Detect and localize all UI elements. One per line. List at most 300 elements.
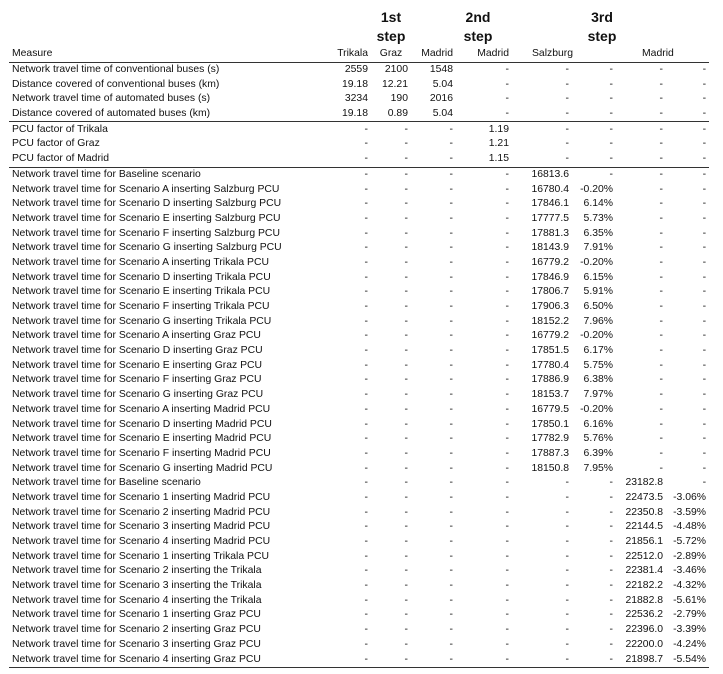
row-label: Network travel time for Scenario 2 inserting Madrid PCU [12,506,271,518]
cell-value: -3.39% [673,624,707,636]
cell-value: - [565,550,569,562]
cell-value: 1548 [429,64,453,76]
row-label: Network travel time for Scenario A inserting Salzburg PCU [12,183,280,195]
cell-value: - [505,462,509,474]
table-row [9,314,709,329]
cell-value: - [702,153,707,165]
cell-value: - [364,506,368,518]
row-label: Network travel time for Scenario D inserting Madrid PCU [12,418,272,430]
cell-value: - [565,609,569,621]
table-row [9,122,709,137]
row-label: Network travel time for Scenario D inserting Salzburg PCU [12,198,282,210]
cell-value: -2.89% [673,550,707,562]
cell-value: - [364,330,368,342]
cell-value: - [404,227,408,239]
cell-value: - [456,167,512,182]
cell-value: - [449,138,453,150]
cell-value: 6.35% [583,227,614,239]
cell-value: - [505,212,509,224]
row-label: Network travel time for Baseline scenario [12,477,201,489]
cell-value: - [702,183,707,195]
cell-value: - [449,271,453,283]
cell-value: - [404,389,408,401]
cell-value: - [449,227,453,239]
cell-value: - [364,301,368,313]
cell-value: - [505,491,509,503]
cell-value: - [505,108,509,120]
cell-value: - [411,167,456,182]
cell-value: - [659,462,664,474]
cell-value: - [702,374,707,386]
cell-value: - [505,550,509,562]
cell-value: - [702,198,707,210]
row-label: Distance covered of conventional buses (km) [12,78,220,90]
row-label: Network travel time for Scenario A inserting Graz PCU [12,330,261,342]
cell-value: - [659,433,664,445]
table-row [9,505,709,520]
cell-value: - [404,638,408,650]
cell-value: -0.20% [580,403,614,415]
table-row [9,285,709,300]
cell-value: - [505,330,509,342]
cell-value: - [565,138,569,150]
cell-value: - [505,536,509,548]
cell-value: - [702,403,707,415]
cell-value: -5.54% [666,652,709,667]
cell-value: - [449,315,453,327]
cell-value: 17782.9 [531,433,569,445]
cell-value: - [609,638,614,650]
cell-value: - [659,315,664,327]
cell-value: 22396.0 [625,624,664,636]
cell-value: 21882.8 [625,594,664,606]
cell-value: - [702,447,707,459]
table-row [9,107,709,122]
cell-value: - [666,167,709,182]
cell-value: - [505,374,509,386]
cell-value: -2.79% [673,609,707,621]
row-label: Network travel time of conventional buses (s) [12,64,220,76]
cell-value: - [404,359,408,371]
cell-value: 5.04 [432,108,453,120]
row-label: Network travel time for Scenario 2 inserting Graz PCU [12,624,261,636]
row-label: Network travel time for Scenario G inserting Madrid PCU [12,462,273,474]
cell-value: - [404,198,408,210]
cell-value: -0.20% [580,256,614,268]
cell-value: 17846.9 [531,271,569,283]
table-row [9,652,709,667]
cell-value: - [702,286,707,298]
cell-value: - [449,345,453,357]
cell-value: 6.38% [583,374,614,386]
cell-value: 16779.5 [531,403,569,415]
table-row [9,476,709,491]
cell-value: - [404,271,408,283]
cell-value: - [565,93,569,105]
cell-value: - [449,609,453,621]
cell-value: 22200.0 [625,638,664,650]
table-row [9,344,709,359]
cell-value: - [659,64,664,76]
cell-value: - [364,521,368,533]
cell-value: - [659,93,664,105]
step3-heading [575,8,629,46]
row-label: Network travel time for Baseline scenario [9,167,327,182]
row-label: Network travel time for Scenario E inserting Graz PCU [12,359,263,371]
cell-value: - [404,491,408,503]
cell-value: - [659,271,664,283]
cell-value: - [449,301,453,313]
cell-value: - [327,167,371,182]
cell-value: - [609,565,614,577]
cell-value: 17806.7 [531,286,569,298]
cell-value: - [449,462,453,474]
cell-value: - [371,652,411,667]
cell-value: - [364,183,368,195]
cell-value: 5.91% [583,286,614,298]
cell-value: 6.14% [583,198,614,210]
cell-value: 17780.4 [531,359,569,371]
cell-value: - [659,403,664,415]
cell-value: - [364,271,368,283]
cell-value: - [404,462,408,474]
table-row [9,77,709,92]
cell-value: - [404,212,408,224]
cell-value: - [505,580,509,592]
cell-value: - [404,286,408,298]
cell-value: - [364,477,368,489]
cell-value: - [364,198,368,210]
cell-value: -0.20% [580,330,614,342]
cell-value: - [404,550,408,562]
cell-value: - [565,153,569,165]
cell-value: 16779.2 [531,256,569,268]
cell-value: 16813.6 [512,167,572,182]
cell-value: -0.20% [580,183,614,195]
cell-value: - [505,359,509,371]
row-label: Network travel time for Scenario 1 inserting Trikala PCU [12,550,269,562]
cell-value: - [659,418,664,430]
cell-value: 22144.5 [625,521,664,533]
cell-value: - [659,78,664,90]
header-madrid-step2: Madrid [456,47,512,62]
cell-value: - [364,565,368,577]
cell-value: - [449,153,453,165]
cell-value: - [659,212,664,224]
cell-value: - [609,550,614,562]
cell-value: - [371,167,411,182]
cell-value: - [565,521,569,533]
cell-value: - [609,64,614,76]
table-row [9,549,709,564]
cell-value: - [609,536,614,548]
cell-value: - [449,521,453,533]
cell-value: 18152.2 [531,315,569,327]
cell-value: - [565,624,569,636]
header-salzburg: Salzburg [512,47,616,62]
cell-value: 2100 [384,64,408,76]
cell-value: -4.32% [673,580,707,592]
cell-value: - [565,108,569,120]
cell-value: 190 [390,93,408,105]
cell-value: -3.06% [673,491,707,503]
table-row [9,491,709,506]
cell-value: - [449,418,453,430]
row-label: Network travel time for Scenario 1 inserting Madrid PCU [12,491,271,503]
table-row [9,593,709,608]
cell-value: - [609,138,614,150]
table-row [9,300,709,315]
step2-heading [452,8,504,46]
cell-value: 19.18 [341,78,368,90]
row-label: Network travel time for Scenario 4 inserting Graz PCU [9,652,327,667]
table-row [9,212,709,227]
cell-value: - [659,227,664,239]
cell-value: - [404,624,408,636]
cell-value: - [505,256,509,268]
cell-value: - [572,652,616,667]
cell-value: 5.76% [583,433,614,445]
cell-value: - [565,64,569,76]
cell-value: - [565,580,569,592]
cell-value: - [364,345,368,357]
cell-value: - [609,594,614,606]
cell-value: - [505,286,509,298]
cell-value: - [505,506,509,518]
cell-value: 18150.8 [531,462,569,474]
cell-value: - [449,565,453,577]
cell-value: - [702,78,707,90]
cell-value: - [565,536,569,548]
cell-value: 6.15% [583,271,614,283]
row-label: Network travel time for Scenario 3 inserting the Trikala [12,580,262,592]
cell-value: - [505,609,509,621]
cell-value: - [404,345,408,357]
cell-value: - [659,153,664,165]
cell-value: - [702,212,707,224]
row-label: Network travel time for Scenario F inserting Madrid PCU [12,447,271,459]
row-label: Network travel time for Scenario A inserting Madrid PCU [12,403,271,415]
cell-value: - [616,122,666,137]
step3-line1: 3rd [591,9,613,25]
cell-value: 7.91% [583,242,614,254]
table-row [9,241,709,256]
cell-value: - [505,301,509,313]
row-label: Network travel time for Scenario G inserting Salzburg PCU [12,242,282,254]
step1-line2: step [376,28,406,44]
cell-value: - [364,418,368,430]
step1-heading [365,8,417,46]
table-row [9,226,709,241]
cell-value: - [609,624,614,636]
row-label: Network travel time for Scenario A inserting Trikala PCU [12,256,269,268]
table-row [9,167,709,182]
table-row [9,182,709,197]
cell-value: - [449,374,453,386]
cell-value: - [659,374,664,386]
cell-value: - [364,447,368,459]
table-row [9,152,709,167]
cell-value: - [411,652,456,667]
cell-value: - [702,64,707,76]
cell-value: 22536.2 [625,609,664,621]
cell-value: - [449,359,453,371]
cell-value: - [404,330,408,342]
row-label: Network travel time for Scenario 4 inserting Madrid PCU [12,536,271,548]
cell-value: - [659,183,664,195]
cell-value: - [702,462,707,474]
cell-value: - [404,447,408,459]
cell-value: - [505,345,509,357]
cell-value: - [659,198,664,210]
cell-value: - [572,167,616,182]
cell-value: - [512,652,572,667]
table-row [9,92,709,107]
cell-value: - [505,565,509,577]
cell-value: 17850.1 [531,418,569,430]
cell-value: - [364,242,368,254]
table-row [9,579,709,594]
cell-value: - [449,550,453,562]
cell-value: - [659,389,664,401]
cell-value: - [505,271,509,283]
row-label: Network travel time for Scenario D inserting Graz PCU [12,345,263,357]
cell-value: - [364,624,368,636]
header-madrid-step1: Madrid [411,47,456,62]
table-row [9,358,709,373]
cell-value: - [659,447,664,459]
row-label: Network travel time for Scenario E inserting Salzburg PCU [12,212,281,224]
cell-value: - [565,565,569,577]
row-label: PCU factor of Graz [12,138,100,150]
row-label: Network travel time for Scenario G inserting Trikala PCU [12,315,272,327]
cell-value: 16780.4 [531,183,569,195]
cell-value: - [659,138,664,150]
table-row [9,535,709,550]
step2-line2: step [463,28,493,44]
cell-value: - [364,433,368,445]
cell-value: 22512.0 [625,550,664,562]
cell-value: - [659,301,664,313]
cell-value: - [449,183,453,195]
cell-value: - [364,315,368,327]
table-row [9,447,709,462]
row-label: PCU factor of Madrid [12,153,110,165]
cell-value: - [505,638,509,650]
row-label: Network travel time for Scenario E inserting Trikala PCU [12,286,271,298]
cell-value: - [702,345,707,357]
cell-value: -5.61% [673,594,707,606]
table-row [9,388,709,403]
cell-value: - [449,433,453,445]
cell-value: - [364,286,368,298]
cell-value: - [609,521,614,533]
cell-value: - [659,359,664,371]
cell-value: - [364,153,368,165]
cell-value: - [404,138,408,150]
cell-value: - [609,609,614,621]
results-table [9,47,709,668]
cell-value: 6.17% [583,345,614,357]
cell-value: 12.21 [381,78,408,90]
header-graz: Graz [371,47,411,62]
cell-value: - [702,477,707,489]
cell-value: - [327,652,371,667]
cell-value: 7.97% [583,389,614,401]
cell-value: 21856.1 [625,536,664,548]
table-row [9,608,709,623]
column-header-row [9,47,709,62]
cell-value: 17887.3 [531,447,569,459]
cell-value: - [364,403,368,415]
cell-value: 19.18 [341,108,368,120]
cell-value: 7.96% [583,315,614,327]
row-label: Network travel time for Scenario F inserting Graz PCU [12,374,262,386]
cell-value: - [609,78,614,90]
cell-value: - [364,594,368,606]
cell-value: - [364,536,368,548]
cell-value: - [404,315,408,327]
cell-value: - [364,212,368,224]
cell-value: -4.48% [673,521,707,533]
cell-value: - [404,521,408,533]
cell-value: 21898.7 [616,652,666,667]
table-row [9,520,709,535]
cell-value: - [371,122,411,137]
cell-value: - [702,227,707,239]
row-label: Network travel time for Scenario 2 inserting the Trikala [12,565,262,577]
row-label: Network travel time for Scenario F inserting Salzburg PCU [12,227,280,239]
cell-value: - [404,609,408,621]
cell-value: 17777.5 [531,212,569,224]
table-row [9,432,709,447]
table-row [9,137,709,152]
cell-value: 5.75% [583,359,614,371]
cell-value: 6.50% [583,301,614,313]
cell-value: - [364,359,368,371]
cell-value: - [702,108,707,120]
cell-value: - [364,256,368,268]
cell-value: - [609,580,614,592]
cell-value: - [449,286,453,298]
cell-value: 1.21 [488,138,509,150]
table-row [9,256,709,271]
table-row [9,403,709,418]
cell-value: - [609,153,614,165]
row-label: Network travel time for Scenario E inserting Madrid PCU [12,433,272,445]
cell-value: 17851.5 [531,345,569,357]
table-body [9,62,709,667]
cell-value: - [404,594,408,606]
cell-value: - [449,506,453,518]
cell-value: 1.15 [488,153,509,165]
cell-value: 3234 [344,93,368,105]
cell-value: - [449,256,453,268]
cell-value: - [659,108,664,120]
cell-value: 17846.1 [531,198,569,210]
step3-line2: step [587,28,617,44]
cell-value: - [565,477,569,489]
cell-value: - [449,638,453,650]
cell-value: - [505,418,509,430]
cell-value: - [512,122,572,137]
cell-value: - [364,491,368,503]
cell-value: - [505,624,509,636]
cell-value: - [702,330,707,342]
cell-value: - [609,491,614,503]
header-measure: Measure [9,47,327,62]
step2-line1: 2nd [465,9,491,25]
